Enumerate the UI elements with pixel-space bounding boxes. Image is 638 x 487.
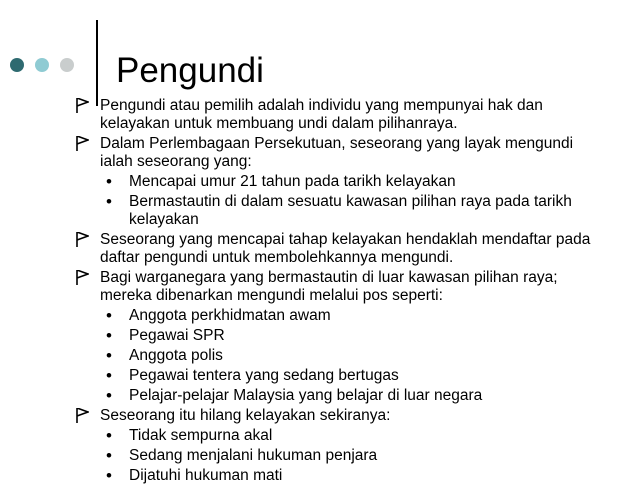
- pennant-marker-icon: [76, 232, 89, 251]
- bullet-icon: •: [106, 306, 112, 325]
- bullet-icon: •: [106, 346, 112, 365]
- title-divider: [96, 20, 98, 106]
- bullet-icon: •: [106, 446, 112, 465]
- sub-list-item-text: Anggota polis: [129, 347, 223, 364]
- bullet-icon: •: [106, 386, 112, 405]
- sub-list-item: [0, 447, 638, 465]
- dot-1: [10, 58, 24, 72]
- bullet-icon: •: [106, 366, 112, 385]
- dot-2: [35, 58, 49, 72]
- sub-list-item-text: Tidak sempurna akal: [129, 427, 273, 444]
- sub-list-item: [0, 467, 638, 485]
- sub-list-item-text: Pelajar-pelajar Malaysia yang belajar di luar negara: [129, 387, 483, 404]
- pennant-marker-icon: [76, 408, 89, 427]
- sub-list-item: [0, 347, 638, 365]
- sub-list-item-text: Mencapai umur 21 tahun pada tarikh kelayakan: [129, 173, 456, 190]
- bullet-icon: •: [106, 466, 112, 485]
- list-item: [0, 269, 638, 305]
- list-item-text: Pengundi atau pemilih adalah individu yang mempunyai hak dan kelayakan untuk membuang undi dalam pilihanraya.: [100, 97, 543, 132]
- list-item-text: Seseorang itu hilang kelayakan sekiranya:: [100, 407, 391, 424]
- sub-list-item: [0, 367, 638, 385]
- bullet-icon: •: [106, 426, 112, 445]
- sub-list-item-text: Dijatuhi hukuman mati: [129, 467, 283, 484]
- sub-list-item: [0, 327, 638, 345]
- sub-list-item: [0, 427, 638, 445]
- list-item: [0, 407, 638, 425]
- sub-list-item-text: Pegawai tentera yang sedang bertugas: [129, 367, 399, 384]
- sub-list-item: [0, 173, 638, 191]
- dot-3: [60, 58, 74, 72]
- sub-list-item-text: Sedang menjalani hukuman penjara: [129, 447, 378, 464]
- list-item: [0, 97, 638, 133]
- list-item-text: Dalam Perlembagaan Persekutuan, seseorang yang layak mengundi ialah seseorang yang:: [100, 135, 574, 170]
- slide-title: Pengundi: [116, 51, 264, 90]
- pennant-marker-icon: [76, 98, 89, 117]
- bullet-icon: •: [106, 172, 112, 191]
- bullet-icon: •: [106, 192, 112, 211]
- pennant-marker-icon: [76, 136, 89, 155]
- sub-list-item: [0, 387, 638, 405]
- sub-list-item: [0, 307, 638, 325]
- decorative-dots: [10, 58, 74, 72]
- pennant-marker-icon: [76, 270, 89, 289]
- list-item-text: Bagi warganegara yang bermastautin di luar kawasan pilihan raya; mereka dibenarkan mengundi melalui pos seperti:: [100, 269, 558, 304]
- bullet-list: [0, 97, 638, 487]
- sub-list-item-text: Pegawai SPR: [129, 327, 225, 344]
- list-item: [0, 135, 638, 171]
- sub-list-item-text: Bermastautin di dalam sesuatu kawasan pilihan raya pada tarikh kelayakan: [129, 193, 572, 228]
- sub-list-item-text: Anggota perkhidmatan awam: [129, 307, 331, 324]
- list-item: [0, 231, 638, 267]
- sub-list-item: [0, 193, 638, 229]
- list-item-text: Seseorang yang mencapai tahap kelayakan hendaklah mendaftar pada daftar pengundi untuk membolehkannya mengundi.: [100, 231, 591, 266]
- bullet-icon: •: [106, 326, 112, 345]
